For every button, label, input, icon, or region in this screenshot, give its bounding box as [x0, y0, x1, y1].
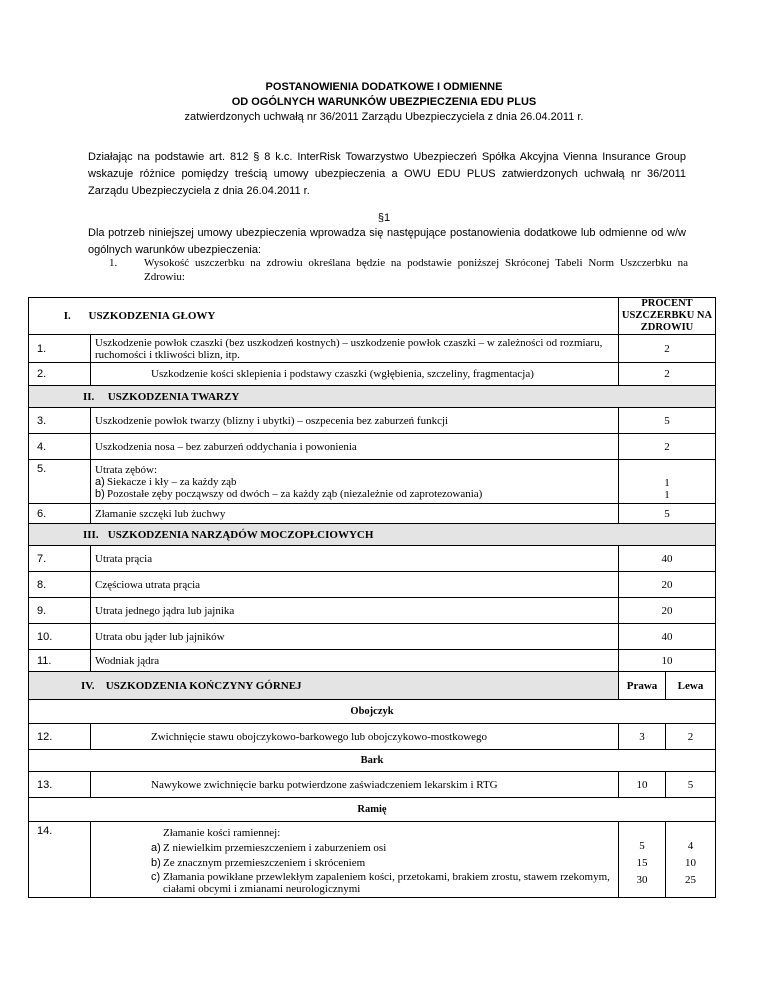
row-value-left: 4	[687, 840, 694, 852]
table-row	[29, 546, 716, 572]
list-item	[151, 841, 612, 856]
item-text: Złamania powikłane przewlekłym zapaleniem kości, przetokami, brakiem zrostu, stawem rzekomym, ciałami obcymi i zmianami neurologicznymi	[163, 870, 610, 895]
section-head-urogenital	[29, 524, 716, 546]
row-value: 40	[619, 624, 716, 650]
row-description: Uszkodzenie powłok czaszki (bez uszkodzeń kostnych) – uszkodzenie powłok czaszki – w zależności od rozmiaru, ruchomości i tkliwości blizn, itp.	[91, 335, 619, 363]
row-description: Częściowa utrata prącia	[91, 572, 619, 598]
section-head-upper-limb	[29, 672, 716, 700]
document-title-line1: POSTANOWIENIA DODATKOWE I ODMIENNE	[265, 81, 503, 93]
row-value: 20	[619, 572, 716, 598]
document-subtitle: zatwierdzonych uchwałą nr 36/2011 Zarządu Ubezpieczyciela z dnia 26.04.2011 r.	[184, 111, 584, 123]
item-label: a)	[151, 841, 161, 854]
row-description: Nawykowe zwichnięcie barku potwierdzone zaświadczeniem lekarskim i RTG	[91, 772, 619, 798]
row-value: 1	[664, 477, 670, 489]
row-number: 12.	[29, 724, 91, 750]
paragraph-mark: §1	[377, 212, 391, 224]
subsection-row	[29, 750, 716, 772]
section-number: I.	[63, 310, 71, 322]
list-item	[151, 870, 612, 895]
row-number: 9.	[29, 598, 91, 624]
row-number: 13.	[29, 772, 91, 798]
table-row	[29, 650, 716, 672]
item-text: Pozostałe zęby począwszy od dwóch – za każdy ząb (niezależnie od zaprotezowania)	[107, 487, 483, 500]
row-value-left: 25	[685, 874, 696, 886]
row-description: Uszkodzenie powłok twarzy (blizny i ubytki) – oszpecenia bez zaburzeń funkcji	[91, 408, 619, 434]
point-text: Wysokość uszczerbku na zdrowiu określana będzie na podstawie poniższej Skróconej Tabeli Norm Uszczerbku na Zdrowiu:	[144, 257, 688, 283]
row-value: 5	[619, 408, 716, 434]
row-value-left: 2	[666, 724, 716, 750]
intro-paragraph: Działając na podstawie art. 812 § 8 k.c. InterRisk Towarzystwo Ubezpieczeń Spółka Akcyjna Vienna Insurance Group wskazuje różnice pomiędzy treścią umowy ubezpieczenia a OWU EDU PLUS zatwierdzonych uchwałą nr 36/2011 Zarządu Ubezpieczyciela z dnia 26.04.2011 r.	[88, 151, 686, 197]
table-row	[29, 598, 716, 624]
row-value-left: 10	[685, 857, 696, 869]
table-row	[29, 504, 716, 524]
row-description: Utrata zębów:	[95, 463, 157, 476]
row-value-right: 15	[636, 857, 648, 869]
table-row	[29, 460, 716, 504]
row-value: 10	[619, 650, 716, 672]
row-number: 6.	[29, 504, 91, 524]
point-number: 1.	[109, 257, 118, 269]
section-title: USZKODZENIA GŁOWY	[88, 310, 216, 322]
row-description: Utrata obu jąder lub jajników	[91, 624, 619, 650]
left-side-header: Lewa	[666, 672, 716, 700]
item-label: b)	[95, 487, 105, 500]
row-number: 2.	[29, 363, 91, 386]
section-title: USZKODZENIA NARZĄDÓW MOCZOPŁCIOWYCH	[107, 528, 374, 541]
row-value-right: 5	[639, 840, 645, 852]
row-description: Wodniak jądra	[91, 650, 619, 672]
table-row	[29, 408, 716, 434]
table-row	[29, 724, 716, 750]
paragraph-text: Dla potrzeb niniejszej umowy ubezpieczenia wprowadza się następujące postanowienia dodatkowe lub odmienne od w/w ogólnych warunków ubezpieczenia:	[88, 227, 686, 256]
table-row	[29, 335, 716, 363]
table-row	[29, 572, 716, 598]
row-number: 8.	[29, 572, 91, 598]
section-head-face	[29, 386, 716, 408]
item-label: c)	[151, 870, 161, 883]
table-row	[29, 363, 716, 386]
percent-header: PROCENT USZCZERBKU NA ZDROWIU	[619, 298, 716, 335]
section-number: III.	[83, 528, 99, 541]
table-row	[29, 772, 716, 798]
row-value: 2	[619, 434, 716, 460]
row-number: 7.	[29, 546, 91, 572]
item-label: a)	[95, 475, 105, 488]
row-description: Uszkodzenie kości sklepienia i podstawy czaszki (wgłębienia, szczeliny, fragmentacja)	[91, 363, 619, 386]
subsection-title: Obojczyk	[29, 700, 716, 724]
section-number: II.	[83, 390, 95, 403]
table-row	[29, 822, 716, 898]
subsection-title: Bark	[29, 750, 716, 772]
list-item	[95, 487, 612, 500]
row-description: Złamanie kości ramiennej:	[163, 826, 281, 839]
section-title: USZKODZENIA KOŃCZYNY GÓRNEJ	[105, 679, 302, 692]
list-item	[151, 856, 612, 871]
row-value-right: 10	[619, 772, 666, 798]
row-value: 1	[664, 489, 670, 501]
item-text: Z niewielkim przemieszczeniem i zaburzeniem osi	[163, 841, 387, 854]
row-description: Złamanie szczęki lub żuchwy	[91, 504, 619, 524]
item-text: Ze znacznym przemieszczeniem i skróceniem	[163, 856, 366, 869]
row-number: 1.	[29, 335, 91, 363]
row-value: 5	[619, 504, 716, 524]
row-number: 3.	[29, 408, 91, 434]
row-value-right: 3	[619, 724, 666, 750]
list-item	[95, 475, 612, 488]
row-number: 14.	[29, 822, 91, 898]
section-number: IV.	[81, 679, 95, 692]
subsection-row	[29, 798, 716, 822]
row-description: Utrata prącia	[91, 546, 619, 572]
row-value: 2	[619, 335, 716, 363]
row-value-right: 30	[636, 874, 648, 886]
row-description: Utrata jednego jądra lub jajnika	[91, 598, 619, 624]
row-value: 20	[619, 598, 716, 624]
subsection-row	[29, 700, 716, 724]
item-text: Siekacze i kły – za każdy ząb	[107, 475, 237, 488]
table-row	[29, 624, 716, 650]
section-title: USZKODZENIA TWARZY	[107, 390, 240, 403]
item-label: b)	[151, 856, 161, 869]
subsection-title: Ramię	[29, 798, 716, 822]
section-head-injuries	[29, 298, 716, 335]
row-number: 10.	[29, 624, 91, 650]
row-number: 4.	[29, 434, 91, 460]
table-row	[29, 434, 716, 460]
row-description: Uszkodzenia nosa – bez zaburzeń oddychania i powonienia	[91, 434, 619, 460]
row-value: 40	[619, 546, 716, 572]
row-description: Zwichnięcie stawu obojczykowo-barkowego lub obojczykowo-mostkowego	[91, 724, 619, 750]
row-value: 2	[619, 363, 716, 386]
document-title-line2: OD OGÓLNYCH WARUNKÓW UBEZPIECZENIA EDU PLUS	[231, 96, 537, 108]
right-side-header: Prawa	[619, 672, 666, 700]
row-number: 11.	[29, 650, 91, 672]
row-value-left: 5	[666, 772, 716, 798]
row-number: 5.	[29, 460, 91, 504]
injury-norms-table	[28, 297, 716, 898]
